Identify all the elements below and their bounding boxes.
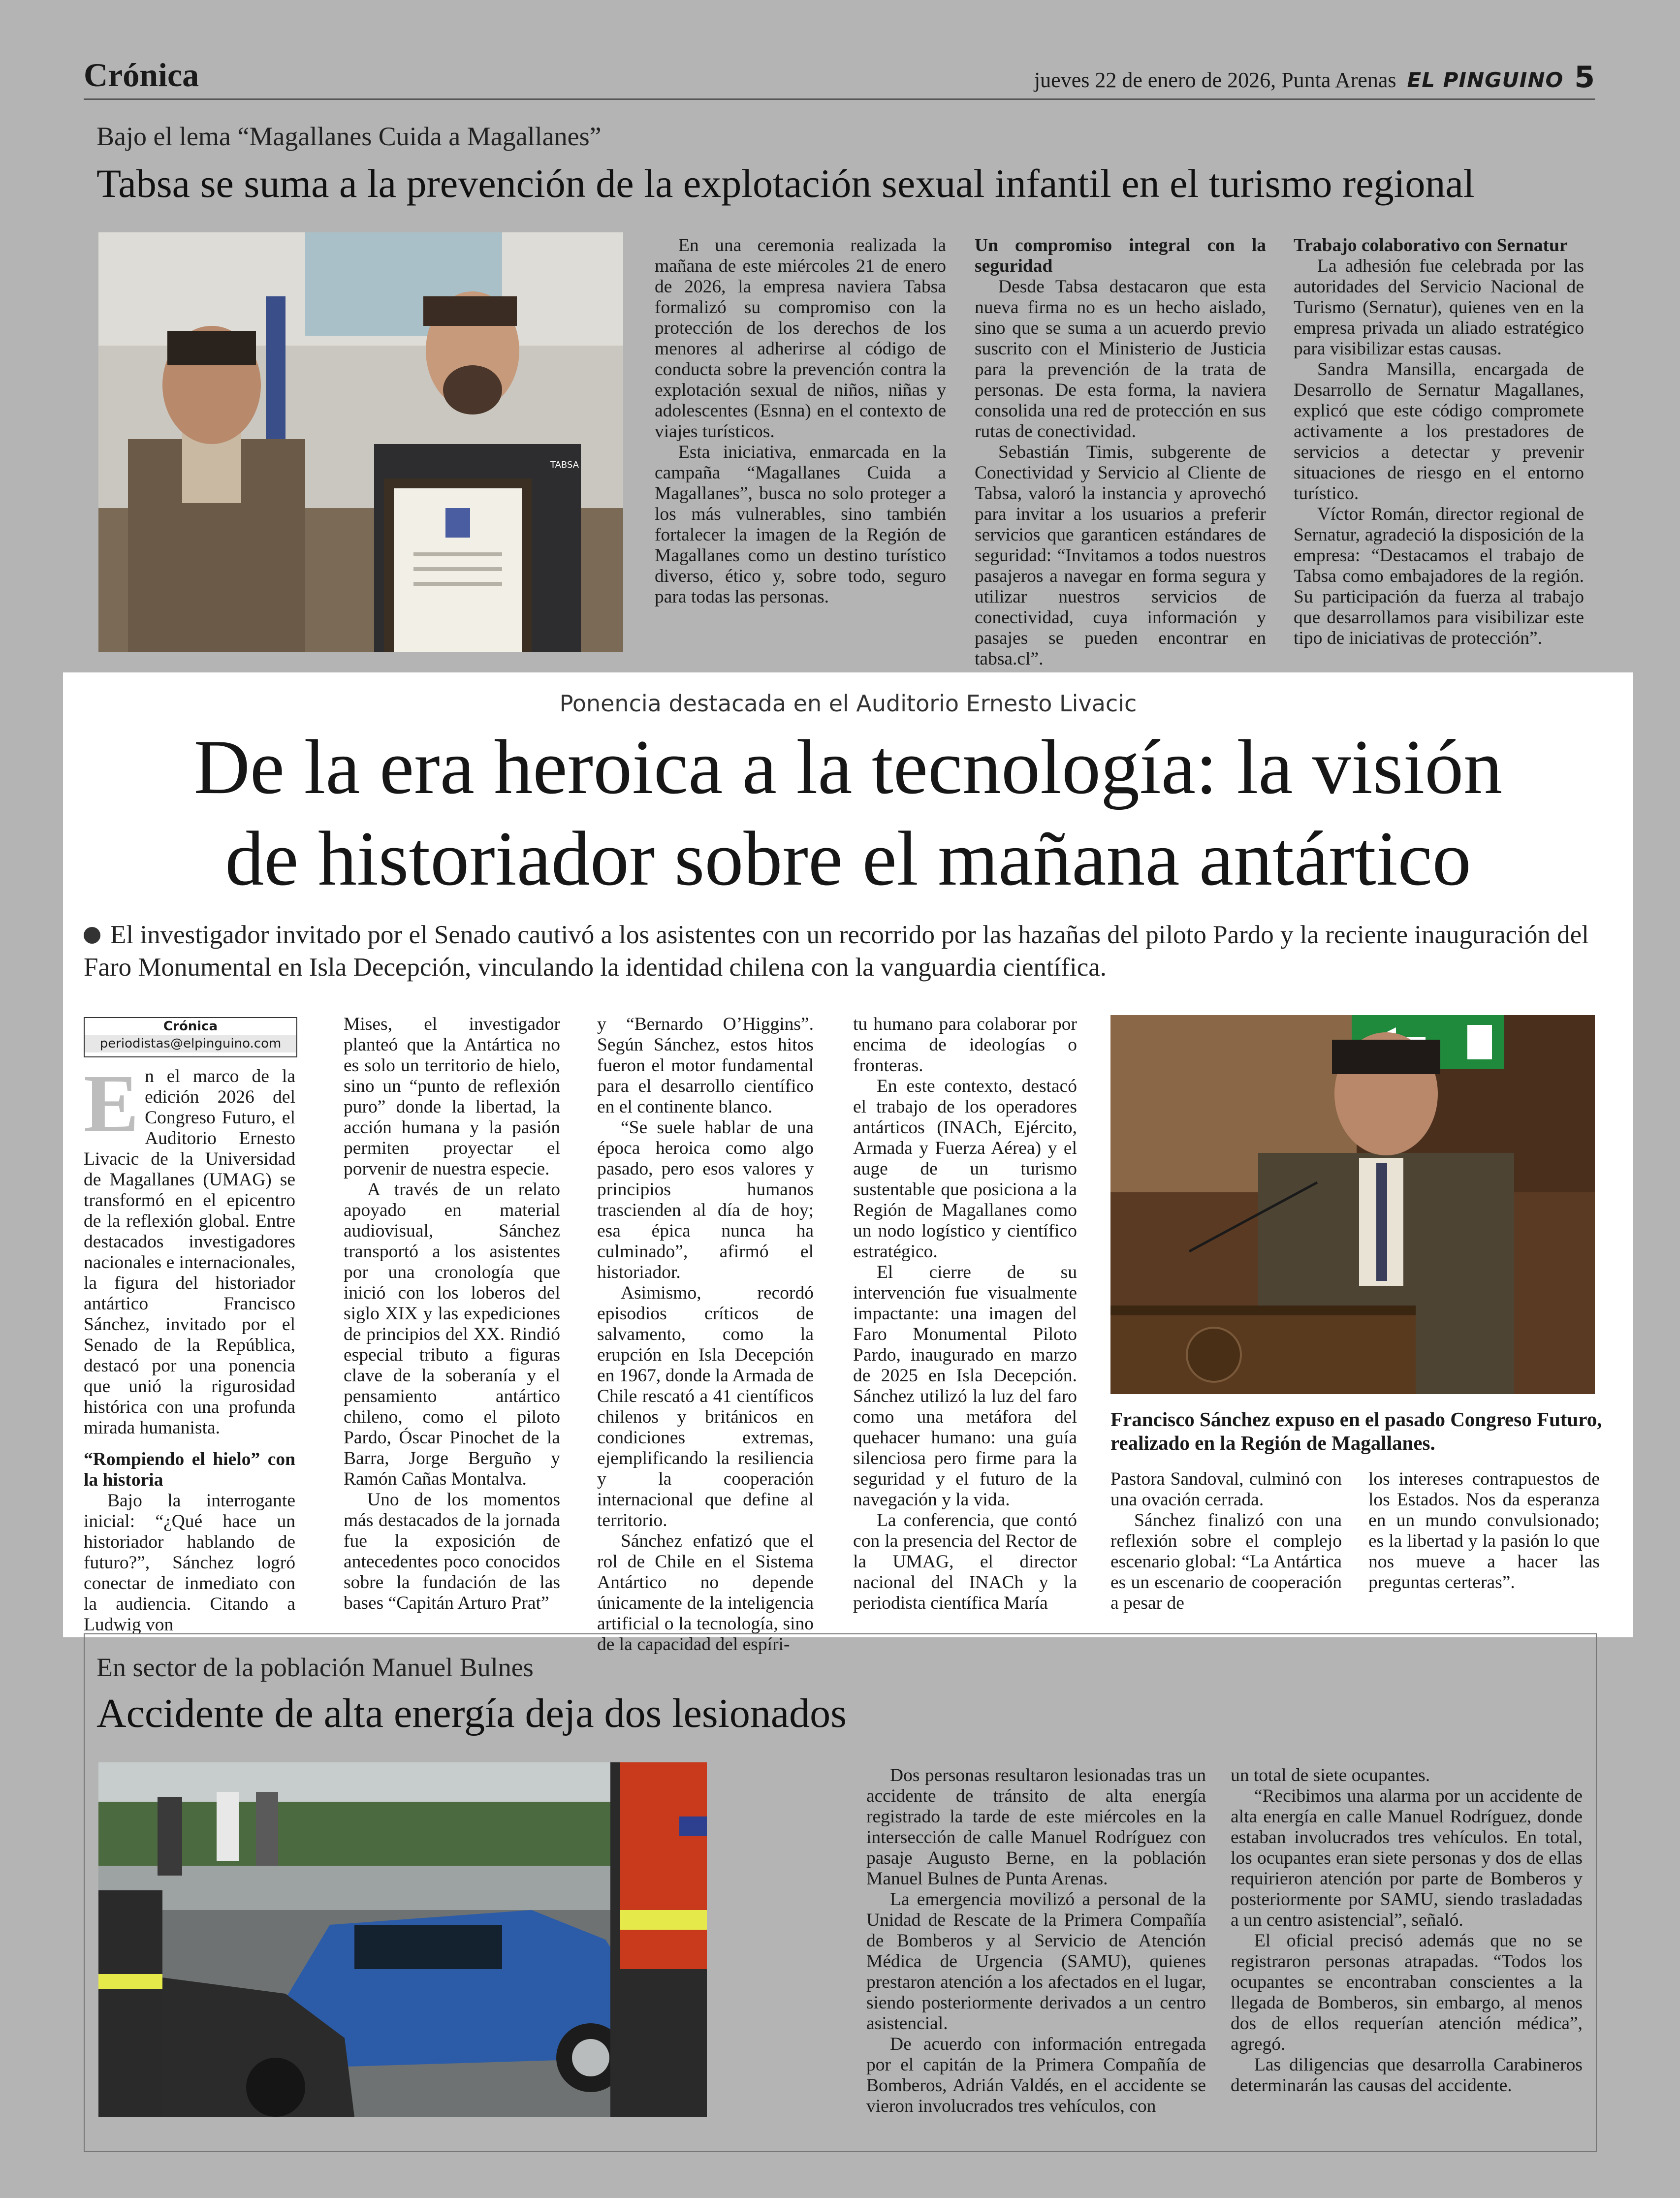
paragraph: Mises, el investigador planteó que la Antártica no es solo un territorio de hielo, sino un “punto de reflexión puro” donde la libertad, la acción humana y la pasión permiten proyectar el porvenir de nuestra especie. xyxy=(344,1014,560,1179)
paragraph: Sánchez enfatizó que el rol de Chile en el Sistema Antártico no depende únicamente de la inteligencia artificial o la tecnología, sino de la capacidad del espíri- xyxy=(597,1531,814,1655)
feature-col4 xyxy=(853,1014,1077,1614)
newspaper-brand: EL PINGUINO xyxy=(1407,68,1564,92)
story1-kicker: Bajo el lema “Magallanes Cuida a Magallanes” xyxy=(96,122,602,151)
feature-photo xyxy=(1110,1015,1595,1394)
story1-col3 xyxy=(1294,235,1584,649)
paragraph: De acuerdo con información entregada por el capitán de la Primera Compañía de Bomberos, Adrián Valdés, en el accidente se vieron involucrados tres vehículos, con xyxy=(866,2034,1206,2116)
paragraph: La emergencia movilizó a personal de la Unidad de Rescate de la Primera Compañía de Bomberos y al Servicio de Atención Médica de Urgencia (SAMU), quienes prestaron atención a los afectados en el lugar, siendo posteriormente derivados a un centro asistencial. xyxy=(866,1889,1206,2034)
paragraph: Dos personas resultaron lesionadas tras un accidente de tránsito de alta energía registrado la tarde de este miércoles en la intersección de calle Manuel Rodríguez con pasaje Augusto Berne, en la población Manuel Bulnes de Punta Arenas. xyxy=(866,1765,1206,1889)
byline-email[interactable]: periodistas@elpinguino.com xyxy=(85,1035,296,1052)
paragraph: los intereses contrapuestos de los Estados. Nos da esperanza en un mundo convulsionado; es la libertad y la pasión lo que nos mueve a hacer las preguntas certeras”. xyxy=(1368,1469,1600,1593)
story3-headline: Accidente de alta energía deja dos lesionados xyxy=(96,1690,847,1736)
paragraph: Víctor Román, director regional de Sernatur, agradeció la disposición de la empresa: “Destacamos el trabajo de Tabsa como embajadores de la región. Su participación da fuerza al trabajo que desarrollamos para visibilizar este tipo de iniciativas de protección”. xyxy=(1294,504,1584,648)
feature-lead-text: El investigador invitado por el Senado cautivó a los asistentes con un recorrido por las hazañas del piloto Pardo y la reciente inauguración del Faro Monumental en Isla Decepción, vinculando la identidad chilena con la vanguardia científica. xyxy=(84,921,1589,982)
paragraph: El cierre de su intervención fue visualmente impactante: una imagen del Faro Monumental Piloto Pardo, inaugurado en marzo de 2025 en Isla Decepción. Sánchez utilizó la luz del faro como una metáfora del quehacer humano: una guía silenciosa pero firme para la seguridad y el futuro de la navegación y la vida. xyxy=(853,1262,1077,1510)
story1-photo xyxy=(98,232,623,652)
paragraph: “Se suele hablar de una época heroica como algo pasado, pero esos valores y principios humanos trascienden al día de hoy; esa épica nunca ha culminado”, afirmó el historiador. xyxy=(597,1117,814,1282)
story3-col1 xyxy=(866,1765,1206,2117)
story1-headline: Tabsa se suma a la prevención de la explotación sexual infantil en el turismo regional xyxy=(96,161,1475,206)
feature-headline-line1: De la era heroica a la tecnología: la visión xyxy=(193,724,1503,810)
story1-col2 xyxy=(975,235,1266,669)
paragraph: Sandra Mansilla, encargada de Desarrollo de Sernatur Magallanes, explicó que este código compromete activamente a los prestadores de servicios a detectar y prevenir situaciones de riesgo en el entorno turístico. xyxy=(1294,359,1584,504)
paragraph: En este contexto, destacó el trabajo de los operadores antárticos (INACh, Ejército, Armada y Fuerza Aérea) y el auge de un turismo sustentable que posiciona a la Región de Magallanes como un nodo logístico y científico estratégico. xyxy=(853,1076,1077,1262)
featured-story xyxy=(63,672,1633,1655)
feature-col5 xyxy=(1110,1469,1342,1614)
feature-col1 xyxy=(84,1058,296,1635)
paragraph: Sánchez finalizó con una reflexión sobre el complejo escenario global: “La Antártica es un escenario de cooperación a pesar de xyxy=(1110,1510,1342,1613)
page-header xyxy=(84,56,1595,100)
paragraph: y “Bernardo O’Higgins”. Según Sánchez, estos hitos fueron el motor fundamental para el desarrollo científico en el continente blanco. xyxy=(597,1014,814,1117)
subheading: Un compromiso integral con la seguridad xyxy=(975,235,1266,276)
header-meta xyxy=(1034,60,1595,95)
drop-cap: E xyxy=(84,1058,139,1149)
paragraph: Bajo la interrogante inicial: “¿Qué hace un historiador hablando de futuro?”, Sánchez logró conectar de inmediato con la audiencia. Citando a Ludwig von xyxy=(84,1491,295,1635)
paragraph: tu humano para colaborar por encima de ideologías o fronteras. xyxy=(853,1014,1077,1076)
story3-photo xyxy=(98,1762,707,2117)
bullet-icon xyxy=(84,927,100,944)
paragraph: En una ceremonia realizada la mañana de este miércoles 21 de enero de 2026, la empresa naviera Tabsa formalizó su compromiso con la protección de los derechos de los menores al adherirse al código de conducta sobre la prevención contra la explotación sexual de niños, niñas y adolescentes (Esnna) en el contexto de viajes turísticos. xyxy=(655,235,946,442)
feature-photo-caption: Francisco Sánchez expuso en el pasado Congreso Futuro, realizado en la Región de Magallanes. xyxy=(1110,1408,1602,1454)
story3-kicker: En sector de la población Manuel Bulnes xyxy=(96,1653,534,1682)
paragraph: n el marco de la edición 2026 del Congreso Futuro, el Auditorio Ernesto Livacic de la Universidad de Magallanes (UMAG) se transformó en el epicentro de la reflexión global. Entre destacados investigadores nacionales e internacionales, la figura del historiador antártico Francisco Sánchez, invitado por el Senado de la República, destacó por una ponencia que unió la rigurosidad histórica con una profunda mirada humanista. xyxy=(84,1066,296,1438)
subheading: “Rompiendo el hielo” con la historia xyxy=(84,1449,295,1490)
page-number: 5 xyxy=(1574,60,1595,95)
feature-lead xyxy=(84,919,1619,984)
paragraph: Las diligencias que desarrolla Carabineros determinarán las causas del accidente. xyxy=(1231,2055,1583,2096)
paragraph: Uno de los momentos más destacados de la jornada fue la exposición de antecedentes poco conocidos sobre la fundación de las bases “Capitán Arturo Prat” xyxy=(344,1490,560,1613)
paragraph: Sebastián Timis, subgerente de Conectividad y Servicio al Cliente de Tabsa, valoró la instancia y aprovechó para invitar a los usuarios a preferir servicios que garanticen estándares de seguridad: “Invitamos a todos nuestros pasajeros a navegar en forma segura y utilizar nuestros servicios de conectividad, cuya información y pasajes se pueden encontrar en tabsa.cl”. xyxy=(975,442,1266,669)
section-name: Crónica xyxy=(84,56,199,94)
paragraph: Desde Tabsa destacaron que esta nueva firma no es un hecho aislado, sino que se suma a un acuerdo previo suscrito con el Ministerio de Justicia para la prevención de la trata de personas. De esta forma, la naviera consolida una red de protección en sus rutas de conectividad. xyxy=(975,277,1266,442)
story1-col1 xyxy=(655,235,946,607)
feature-col2 xyxy=(344,1014,560,1614)
feature-col3 xyxy=(597,1014,814,1655)
issue-date: jueves 22 de enero de 2026, Punta Arenas xyxy=(1034,68,1396,92)
paragraph: un total de siete ocupantes. xyxy=(1231,1765,1430,1785)
paragraph: A través de un relato apoyado en material audiovisual, Sánchez transportó a los asistentes por una cronología que inició con los loberos del siglo XIX y las expediciones de principios del XX. Rindió especial tributo a figuras clave de la soberanía y el pensamiento antártico chileno, como el piloto Pardo, Óscar Pinochet de la Barra, Jorge Berguño y Ramón Cañas Montalva. xyxy=(344,1179,560,1489)
feature-headline xyxy=(63,722,1633,905)
paragraph: Esta iniciativa, enmarcada en la campaña “Magallanes Cuida a Magallanes”, busca no solo proteger a los más vulnerables, sino también fortalecer la imagen de la Región de Magallanes como un destino turístico diverso, ético y, sobre todo, seguro para todas las personas. xyxy=(655,442,946,607)
paragraph: El oficial precisó además que no se registraron personas atrapadas. “Todos los ocupantes se encontraban conscientes a la llegada de Bomberos, sin embargo, al menos dos de ellos requerían atención médica”, agregó. xyxy=(1231,1931,1583,2054)
feature-col6 xyxy=(1368,1469,1600,1593)
story3-col2 xyxy=(1231,1765,1583,2096)
paragraph: La conferencia, que contó con la presencia del Rector de la UMAG, el director nacional del INACh y la periodista científica María xyxy=(853,1510,1077,1613)
paragraph: “Recibimos una alarma por un accidente de alta energía en calle Manuel Rodríguez, donde estaban involucrados tres vehículos. En total, los ocupantes eran siete personas y dos de ellas requirieron atención por parte de Bomberos y posteriormente por SAMU, siendo trasladadas a un centro asistencial”, señaló. xyxy=(1231,1786,1583,1930)
byline-section: Crónica xyxy=(85,1018,296,1035)
subheading: Trabajo colaborativo con Sernatur xyxy=(1294,235,1568,255)
paragraph: Asimismo, recordó episodios críticos de salvamento, como la erupción en Isla Decepción en 1967, donde la Armada de Chile rescató a 41 científicos chilenos y británicos en condiciones extremas, ejemplificando la resiliencia y la cooperación internacional que define al territorio. xyxy=(597,1283,814,1530)
byline-box xyxy=(84,1017,297,1057)
svg-text:TABSA: TABSA xyxy=(550,460,579,470)
paragraph: La adhesión fue celebrada por las autoridades del Servicio Nacional de Turismo (Sernatur), quienes ven en la empresa privada un aliado estratégico para visibilizar estas causas. xyxy=(1294,256,1584,359)
feature-headline-line2: de historiador sobre el mañana antártico xyxy=(225,816,1471,902)
paragraph: Pastora Sandoval, culminó con una ovación cerrada. xyxy=(1110,1469,1342,1510)
feature-kicker: Ponencia destacada en el Auditorio Ernesto Livacic xyxy=(559,690,1137,717)
